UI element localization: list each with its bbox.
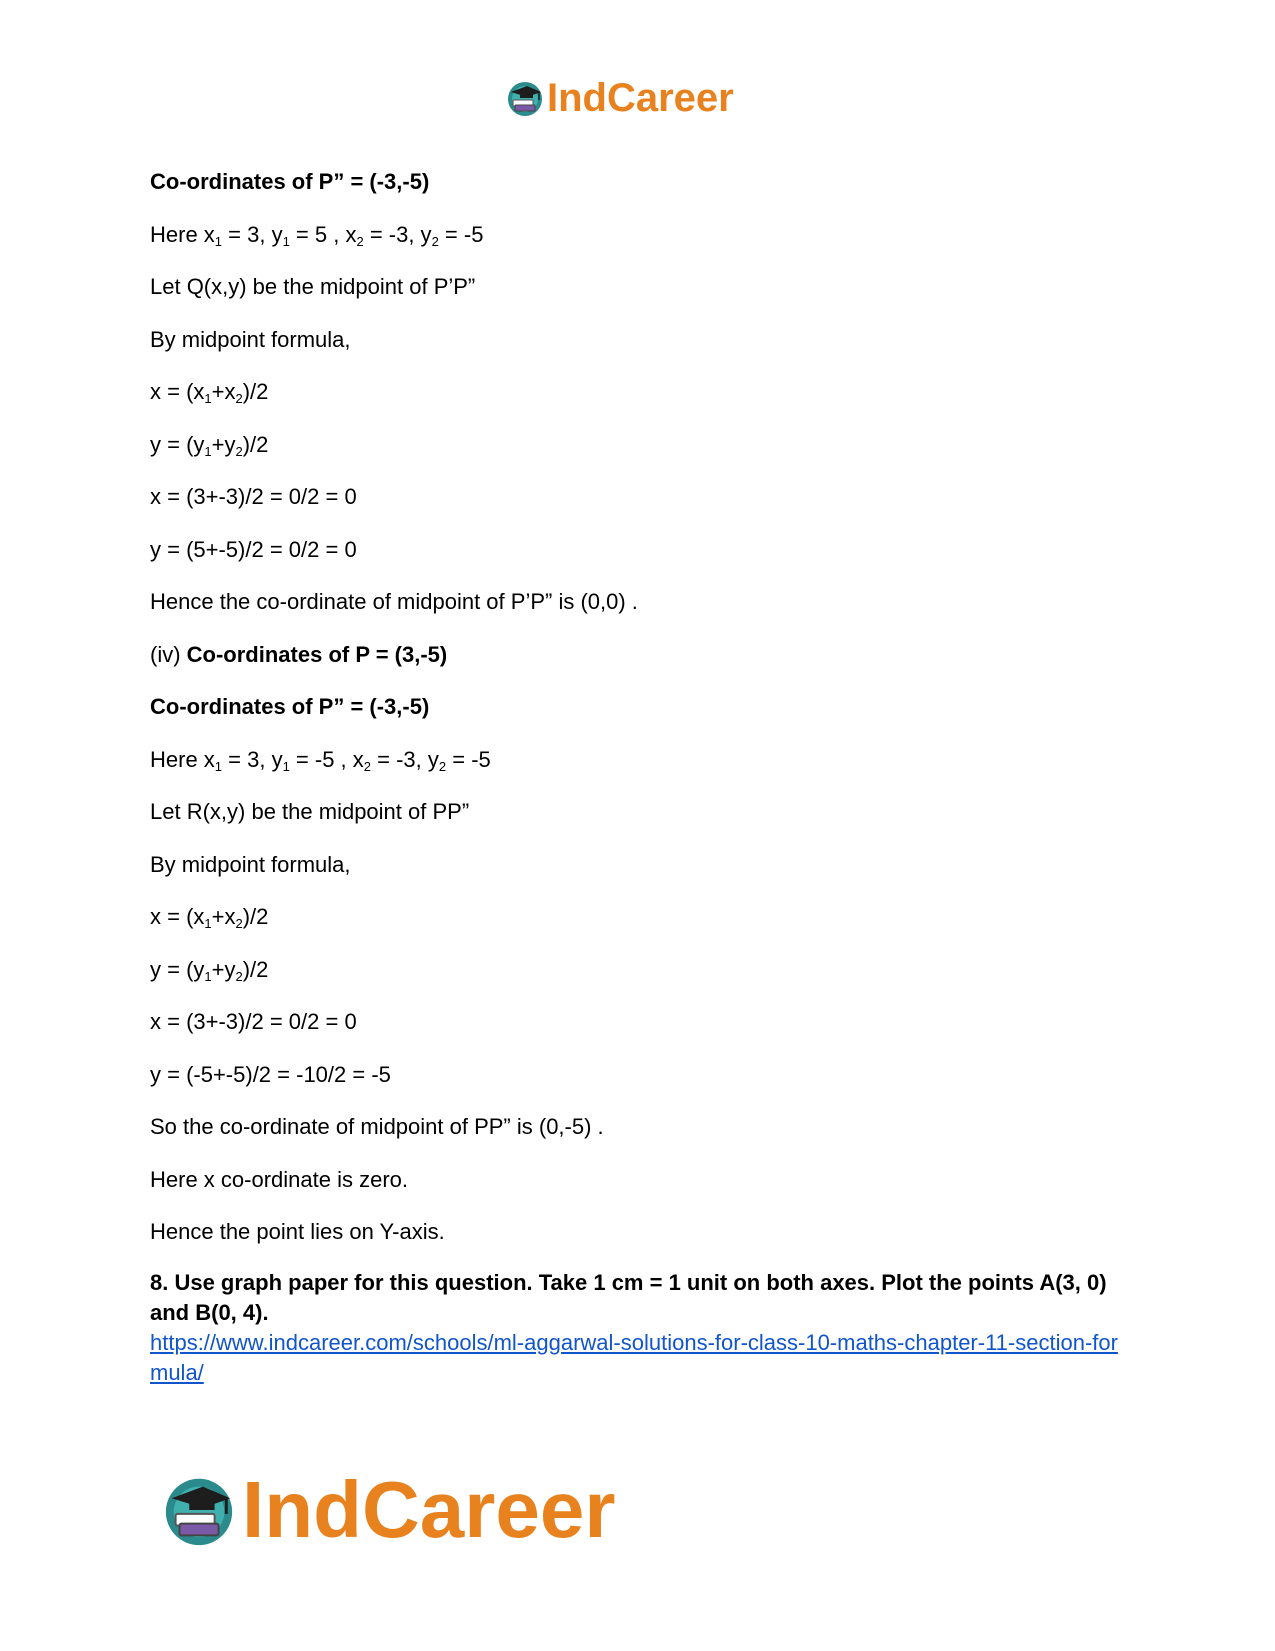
heading-p-double-prime-coords-2: Co-ordinates of P” = (-3,-5)	[150, 694, 430, 719]
x-calculation: x = (3+-3)/2 = 0/2 = 0	[150, 484, 357, 509]
logo-text: IndCareer	[242, 1465, 616, 1554]
given-values-line-2: Here $x_1 = 3$, $y_1 = -5$ , $x_2 = -3$, $y_2 = -5$	[150, 747, 491, 774]
midpoint-statement-2: Let R(x,y) be the midpoint of PP”	[150, 799, 470, 824]
y-formula: $y = (y_1+y_2)/2$	[150, 432, 269, 459]
y-axis-conclusion: Hence the point lies on Y-axis.	[150, 1219, 445, 1244]
given-values-line: Here $x_1 = 3$, $y_1 = 5$ , $x_2 = -3$, $y_2 = -5$	[150, 222, 484, 249]
graduation-cap-books-globe-icon	[505, 78, 545, 118]
header-logo	[505, 78, 734, 118]
y-formula-2: $y = (y_1+y_2)/2$	[150, 957, 269, 984]
midpoint-result-2: So the co-ordinate of midpoint of PP” is (0,-5) .	[150, 1114, 604, 1139]
graduation-cap-books-globe-icon	[160, 1471, 238, 1549]
x-zero-note: Here x co-ordinate is zero.	[150, 1167, 408, 1192]
x-formula: $x = (x_1+x_2)/2$	[150, 379, 269, 406]
question-8: 8. Use graph paper for this question. Take 1 cm = 1 unit on both axes. Plot the points A(3, 0) and B(0, 4).	[150, 1270, 1107, 1325]
formula-intro-2: By midpoint formula,	[150, 852, 351, 877]
logo-text: IndCareer	[547, 76, 734, 120]
y-calculation: y = (5+-5)/2 = 0/2 = 0	[150, 537, 357, 562]
heading-p-double-prime-coords: Co-ordinates of P” = (-3,-5)	[150, 169, 430, 194]
x-formula-2: $x = (x_1+x_2)/2$	[150, 904, 269, 931]
formula-intro: By midpoint formula,	[150, 327, 351, 352]
y-calculation-2: y = (-5+-5)/2 = -10/2 = -5	[150, 1062, 391, 1087]
midpoint-statement: Let Q(x,y) be the midpoint of P’P”	[150, 274, 476, 299]
source-link[interactable]: https://www.indcareer.com/schools/ml-aggarwal-solutions-for-class-10-maths-chapter-11-section-formula/	[150, 1330, 1118, 1385]
footer-logo	[160, 1465, 616, 1554]
x-calculation-2: x = (3+-3)/2 = 0/2 = 0	[150, 1009, 357, 1034]
part-iv-heading: (iv) Co-ordinates of P = (3,-5)	[150, 642, 448, 667]
midpoint-result: Hence the co-ordinate of midpoint of P’P” is (0,0) .	[150, 589, 638, 614]
